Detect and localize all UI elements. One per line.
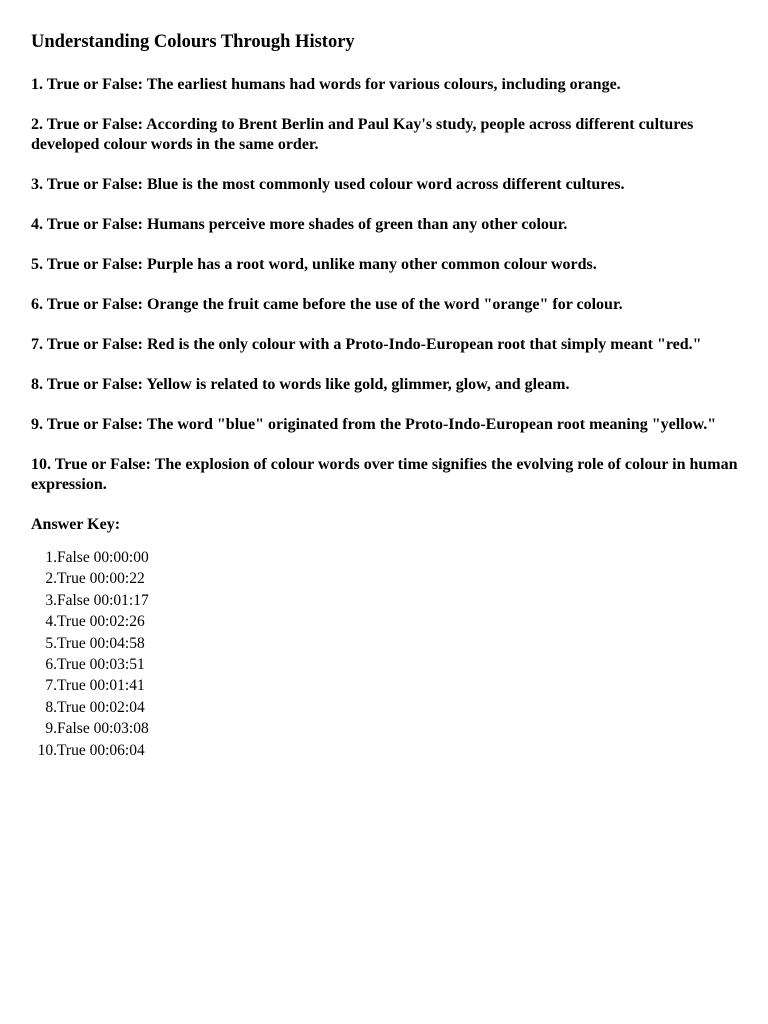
answer-item (31, 697, 738, 718)
question-item: 4. True or False: Humans perceive more shades of green than any other colour. (31, 216, 568, 233)
answer-text: True 00:00:22 (57, 570, 145, 588)
page-title: Understanding Colours Through History (31, 32, 355, 52)
question-item: 2. True or False: According to Brent Berlin and Paul Kay's study, people across different cultures developed colour words in the same order. (31, 116, 694, 153)
answer-text: True 00:02:04 (57, 698, 145, 716)
question-item: 5. True or False: Purple has a root word, unlike many other common colour words. (31, 256, 597, 273)
question-item: 3. True or False: Blue is the most commonly used colour word across different cultures. (31, 176, 625, 193)
answer-text: True 00:03:51 (57, 656, 145, 674)
answer-number: 3. (45, 591, 57, 609)
answer-item (31, 633, 738, 654)
question-list (31, 75, 738, 495)
question-item: 9. True or False: The word "blue" originated from the Proto-Indo-European root meaning "yellow." (31, 416, 717, 433)
question-item: 7. True or False: Red is the only colour with a Proto-Indo-European root that simply meant "red." (31, 336, 702, 353)
answer-item (31, 740, 738, 761)
answer-number: 6. (45, 656, 57, 674)
answer-item (31, 590, 738, 611)
answer-item (31, 675, 738, 696)
answer-number: 2. (45, 570, 57, 588)
answer-text: True 00:06:04 (57, 741, 145, 759)
answer-text: True 00:02:26 (57, 613, 145, 631)
answer-item (31, 611, 738, 632)
answer-text: True 00:04:58 (57, 634, 145, 652)
answer-text: False 00:01:17 (57, 591, 149, 609)
answer-text: True 00:01:41 (57, 677, 145, 695)
question-item: 6. True or False: Orange the fruit came before the use of the word "orange" for colour. (31, 296, 623, 313)
answer-text: False 00:00:00 (57, 549, 149, 566)
answer-number: 10. (37, 741, 57, 759)
answer-number: 5. (45, 634, 57, 652)
answer-item (31, 654, 738, 675)
answer-key-list (31, 547, 738, 761)
answer-number: 9. (45, 720, 57, 738)
answer-number: 7. (45, 677, 57, 695)
answer-number: 1. (45, 549, 57, 566)
answer-item (31, 568, 738, 589)
question-item: 10. True or False: The explosion of colour words over time signifies the evolving role of colour in human expression. (31, 456, 738, 493)
answer-number: 4. (45, 613, 57, 631)
answer-number: 8. (45, 698, 57, 716)
question-item: 1. True or False: The earliest humans had words for various colours, including orange. (31, 76, 621, 93)
answer-item (31, 547, 738, 568)
answer-text: False 00:03:08 (57, 720, 149, 738)
question-item: 8. True or False: Yellow is related to words like gold, glimmer, glow, and gleam. (31, 376, 570, 393)
answer-key-heading: Answer Key: (31, 516, 121, 533)
answer-item (31, 718, 738, 739)
